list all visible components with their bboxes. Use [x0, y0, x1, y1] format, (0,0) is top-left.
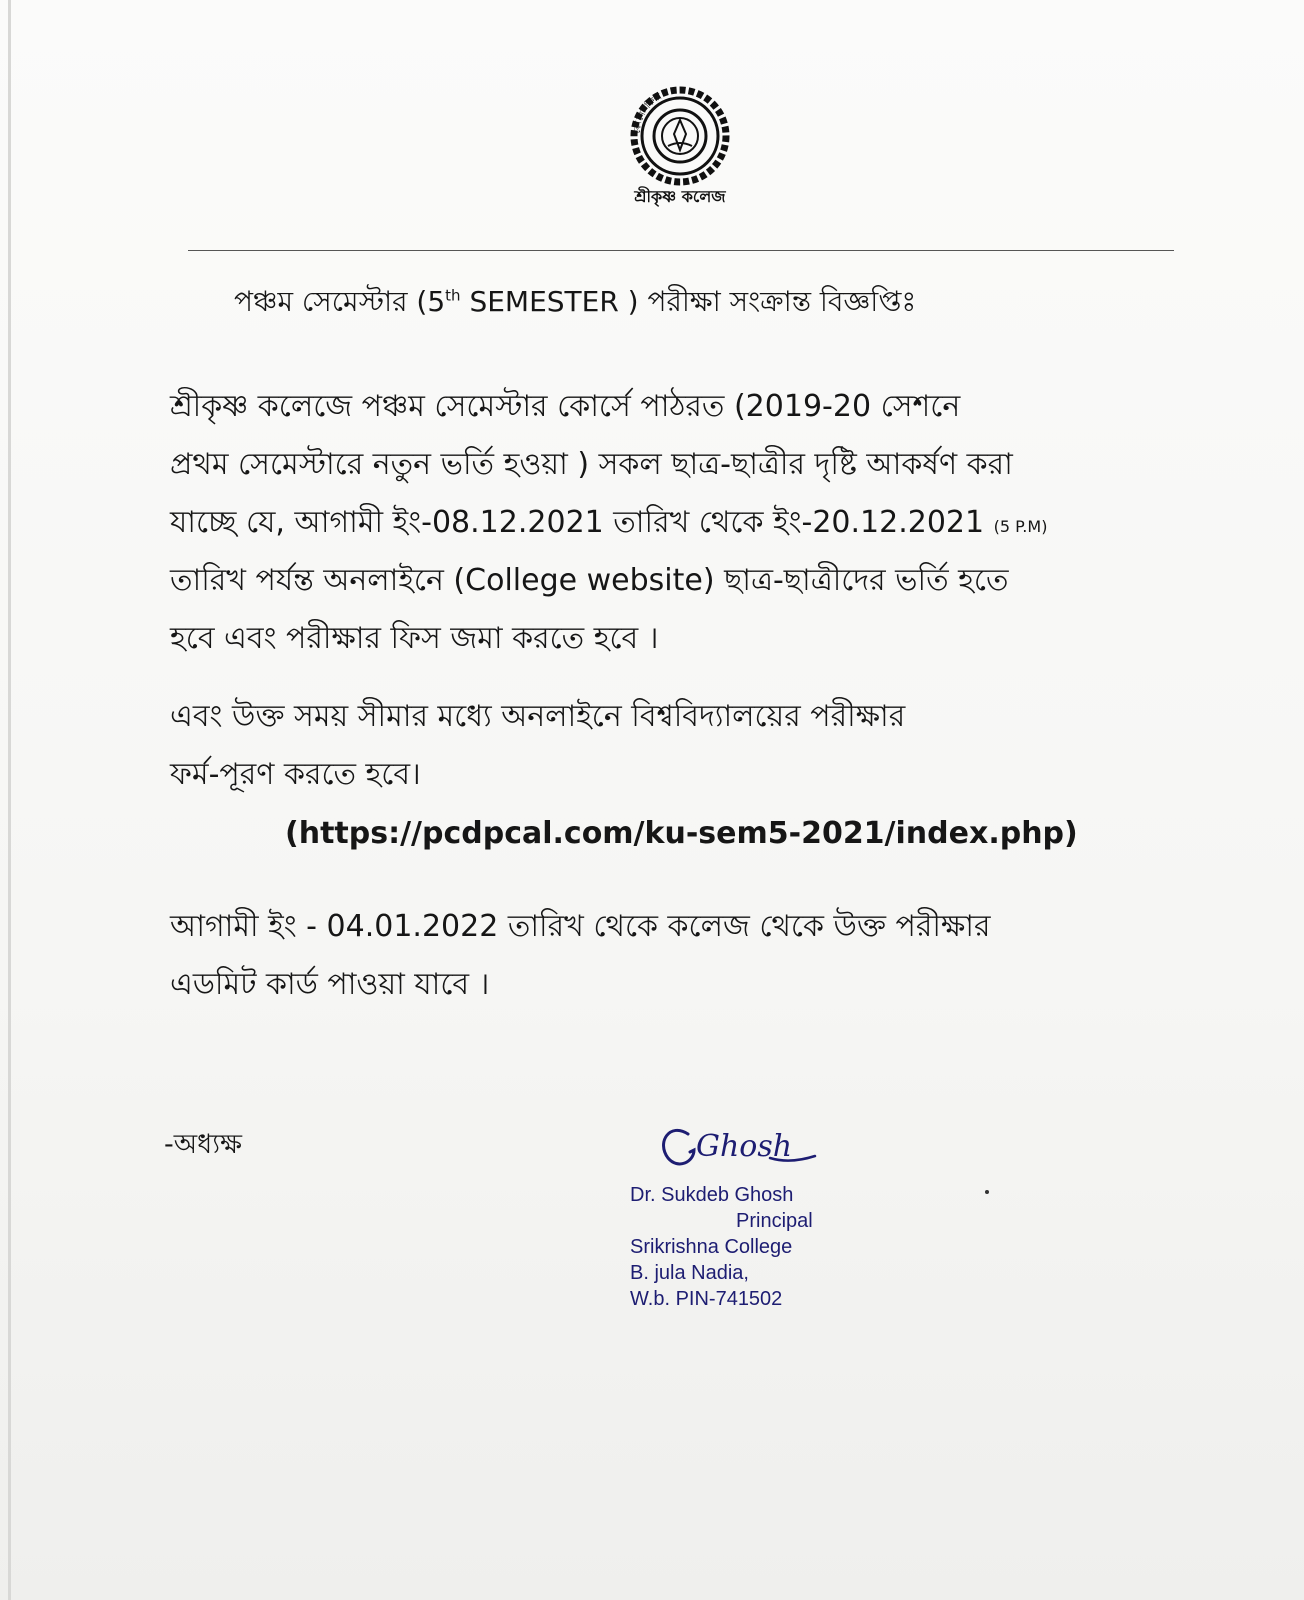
emblem-caption: শ্রীকৃষ্ণ কলেজ	[634, 187, 726, 206]
paragraph-line: তারিখ পর্যন্ত অনলাইনে (College website) ছাত্র-ছাত্রীদের ভর্তি হতে	[170, 563, 1009, 598]
date-range-text: যাচ্ছে যে, আগামী ইং-08.12.2021 তারিখ থেকে ইং-20.12.2021	[170, 505, 994, 540]
college-emblem-logo	[600, 74, 760, 214]
stamp-college: Srikrishna College	[630, 1236, 793, 1258]
header-divider	[188, 250, 1174, 251]
stamp-name: Dr. Sukdeb Ghosh	[630, 1184, 794, 1206]
paragraph-line: এবং উক্ত সময় সীমার মধ্যে অনলাইনে বিশ্ববিদ্যালয়ের পরীক্ষার	[170, 699, 906, 734]
heading-superscript: th	[445, 286, 461, 305]
paragraph-registration	[170, 378, 1240, 668]
paragraph-line: আগামী ইং - 04.01.2022 তারিখ থেকে কলেজ থেকে উক্ত পরীক্ষার	[170, 909, 991, 944]
paragraph-line: ফর্ম-পূরণ করতে হবে।	[170, 757, 421, 792]
paragraph-admit-card	[170, 898, 1240, 1014]
speck	[985, 1190, 989, 1194]
notice-heading	[234, 282, 1134, 322]
time-note: (5 P.M)	[993, 517, 1048, 536]
emblem-arc-text: কোনো বিদ্যা	[632, 91, 664, 135]
signature-text: Ghosh	[696, 1129, 793, 1164]
paragraph-line	[170, 494, 1240, 552]
stamp-place: B. jula Nadia,	[630, 1262, 749, 1284]
paragraph-line: হবে এবং পরীক্ষার ফিস জমা করতে হবে ।	[170, 621, 659, 656]
university-form-url: (https://pcdpcal.com/ku-sem5-2021/index.php)	[285, 816, 1078, 851]
principal-stamp	[630, 1182, 813, 1312]
heading-text-after: SEMESTER ) পরীক্ষা সংক্রান্ত বিজ্ঞপ্তিঃ	[460, 285, 917, 318]
paragraph-line: শ্রীকৃষ্ণ কলেজে পঞ্চম সেমেস্টার কোর্সে পাঠরত (2019-20 সেশনে	[170, 389, 961, 424]
heading-text-before: পঞ্চম সেমেস্টার (5	[234, 285, 446, 318]
paragraph-line: এডমিট কার্ড পাওয়া যাবে ।	[170, 967, 490, 1002]
paragraph-form-fillup	[170, 688, 1240, 804]
stamp-title: Principal	[736, 1210, 813, 1232]
paragraph-line: প্রথম সেমেস্টারে নতুন ভর্তি হওয়া ) সকল ছাত্র-ছাত্রীর দৃষ্টি আকর্ষণ করা	[170, 447, 1013, 482]
designation-label: -অধ্যক্ষ	[164, 1129, 242, 1160]
principal-signature	[650, 1112, 820, 1182]
page-edge	[8, 0, 11, 1600]
stamp-pin: W.b. PIN-741502	[630, 1288, 783, 1310]
